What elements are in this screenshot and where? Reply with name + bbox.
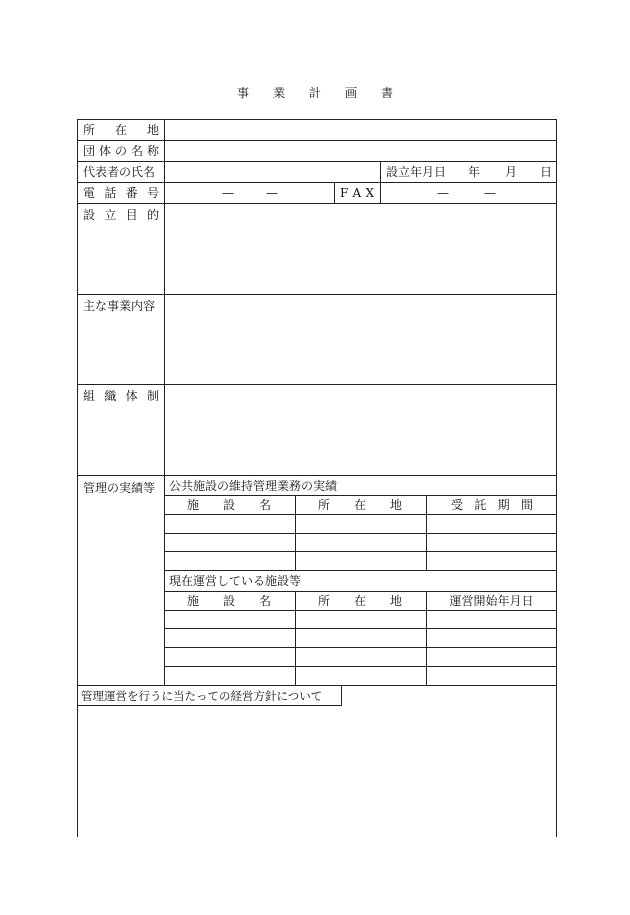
col-header-operation-start: 運営開始年月日 [449, 594, 534, 608]
address-label: 所 在 地 [83, 123, 159, 137]
col-header-facility-name: 施 設 名 [187, 498, 271, 512]
records-line [164, 628, 557, 629]
fax-dash-1: — [437, 186, 449, 200]
purpose-field[interactable] [165, 204, 556, 294]
row-line [77, 685, 557, 686]
business-content-label: 主な事業内容 [83, 299, 156, 313]
document-title: 事 業 計 画 書 [236, 86, 394, 100]
org-structure-label: 組 織 体 制 [83, 389, 159, 403]
management-record-label: 管理の実績等 [83, 481, 156, 495]
records-line [164, 533, 557, 534]
org-name-label: 団 体 の 名 称 [83, 144, 159, 158]
row-line [77, 182, 557, 183]
records-col-divider [295, 591, 296, 685]
phone-label: 電 話 番 号 [83, 186, 159, 200]
org-name-field[interactable] [165, 141, 556, 161]
outer-right-border [556, 119, 557, 837]
address-field[interactable] [165, 120, 556, 140]
founded-day-unit: 日 [540, 165, 553, 179]
col-header-contract-period: 受 託 期 間 [451, 498, 533, 512]
org-structure-field[interactable] [165, 385, 556, 475]
management-policy-field[interactable] [78, 706, 556, 837]
col-header-location: 所 在 地 [318, 594, 402, 608]
phone-dash-2: — [266, 186, 278, 200]
records-line [164, 495, 557, 496]
records-line [164, 591, 557, 592]
records-col-divider [426, 495, 427, 570]
fax-divider-left [334, 182, 335, 203]
phone-dash-1: — [222, 186, 234, 200]
records-line [164, 610, 557, 611]
management-policy-label: 管理運営を行うに当たっての経営方針について [81, 689, 323, 703]
col-header-facility-name: 施 設 名 [187, 594, 271, 608]
records-line [164, 514, 557, 515]
records-col-divider [295, 495, 296, 570]
rep-name-field[interactable] [165, 162, 379, 182]
business-content-field[interactable] [165, 295, 556, 384]
founded-divider [380, 161, 381, 203]
records-line [164, 647, 557, 648]
fax-label: F A X [340, 186, 374, 200]
fax-dash-2: — [484, 186, 496, 200]
founded-date-label: 設立年月日 [386, 165, 447, 179]
founded-month-unit: 月 [505, 165, 518, 179]
records-line [164, 570, 557, 571]
records-line [164, 551, 557, 552]
row-line [77, 475, 557, 476]
col-header-location: 所 在 地 [318, 498, 402, 512]
public-facility-heading: 公共施設の維持管理業務の実績 [169, 479, 338, 493]
policy-box-right [341, 685, 342, 705]
current-facility-heading: 現在運営している施設等 [169, 574, 302, 588]
records-line [164, 666, 557, 667]
purpose-label: 設 立 目 的 [83, 208, 159, 222]
founded-year-unit: 年 [468, 165, 481, 179]
rep-name-label: 代表者の氏名 [83, 165, 156, 179]
